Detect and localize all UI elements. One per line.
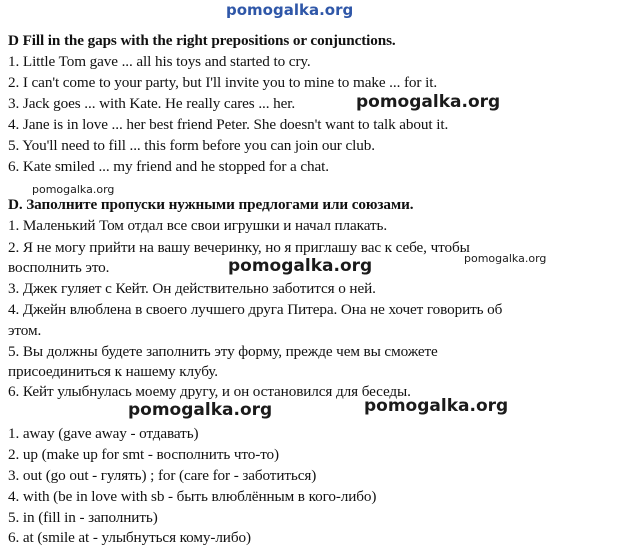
watermark-1: pomogalka.org	[356, 92, 501, 112]
russian-line-8: присоединиться к нашему клубу.	[8, 363, 218, 380]
english-heading: D Fill in the gaps with the right prepositions or conjunctions.	[8, 32, 396, 49]
russian-line-6: этом.	[8, 322, 42, 339]
watermark-6: pomogalka.org	[364, 396, 509, 416]
watermark-5: pomogalka.org	[128, 400, 273, 420]
russian-line-4: 3. Джек гуляет с Кейт. Он действительно заботится о ней.	[8, 280, 376, 297]
answer-6: 6. at (smile at - улыбнуться кому-либо)	[8, 529, 251, 546]
english-item-6: 6. Kate smiled ... my friend and he stopped for a chat.	[8, 158, 329, 175]
watermark-2: pomogalka.org	[32, 183, 115, 196]
russian-line-9: 6. Кейт улыбнулась моему другу, и он остановился для беседы.	[8, 383, 411, 400]
english-item-5: 5. You'll need to fill ... this form before you can join our club.	[8, 137, 375, 154]
russian-heading: D. Заполните пропуски нужными предлогами или союзами.	[8, 196, 414, 213]
answer-5: 5. in (fill in - заполнить)	[8, 509, 158, 526]
russian-line-5: 4. Джейн влюблена в своего лучшего друга Питера. Она не хочет говорить об	[8, 301, 503, 318]
answer-1: 1. away (gave away - отдавать)	[8, 425, 199, 442]
answer-3: 3. out (go out - гулять) ; for (care for - заботиться)	[8, 467, 317, 484]
watermark-top: pomogalka.org	[226, 1, 354, 19]
watermark-3: pomogalka.org	[464, 252, 547, 265]
english-item-2: 2. I can't come to your party, but I'll invite you to mine to make ... for it.	[8, 74, 438, 91]
english-item-4: 4. Jane is in love ... her best friend Peter. She doesn't want to talk about it.	[8, 116, 449, 133]
russian-line-2: 2. Я не могу прийти на вашу вечеринку, но я приглашу вас к себе, чтобы	[8, 239, 470, 256]
russian-line-7: 5. Вы должны будете заполнить эту форму, прежде чем вы сможете	[8, 343, 438, 360]
russian-line-1: 1. Маленький Том отдал все свои игрушки и начал плакать.	[8, 217, 388, 234]
english-item-3: 3. Jack goes ... with Kate. He really cares ... her.	[8, 95, 296, 112]
russian-line-3: восполнить это.	[8, 259, 110, 276]
english-item-1: 1. Little Tom gave ... all his toys and started to cry.	[8, 53, 311, 70]
answer-4: 4. with (be in love with sb - быть влюблённым в кого-либо)	[8, 488, 377, 505]
answer-2: 2. up (make up for smt - восполнить что-то)	[8, 446, 280, 463]
watermark-4: pomogalka.org	[228, 256, 373, 276]
